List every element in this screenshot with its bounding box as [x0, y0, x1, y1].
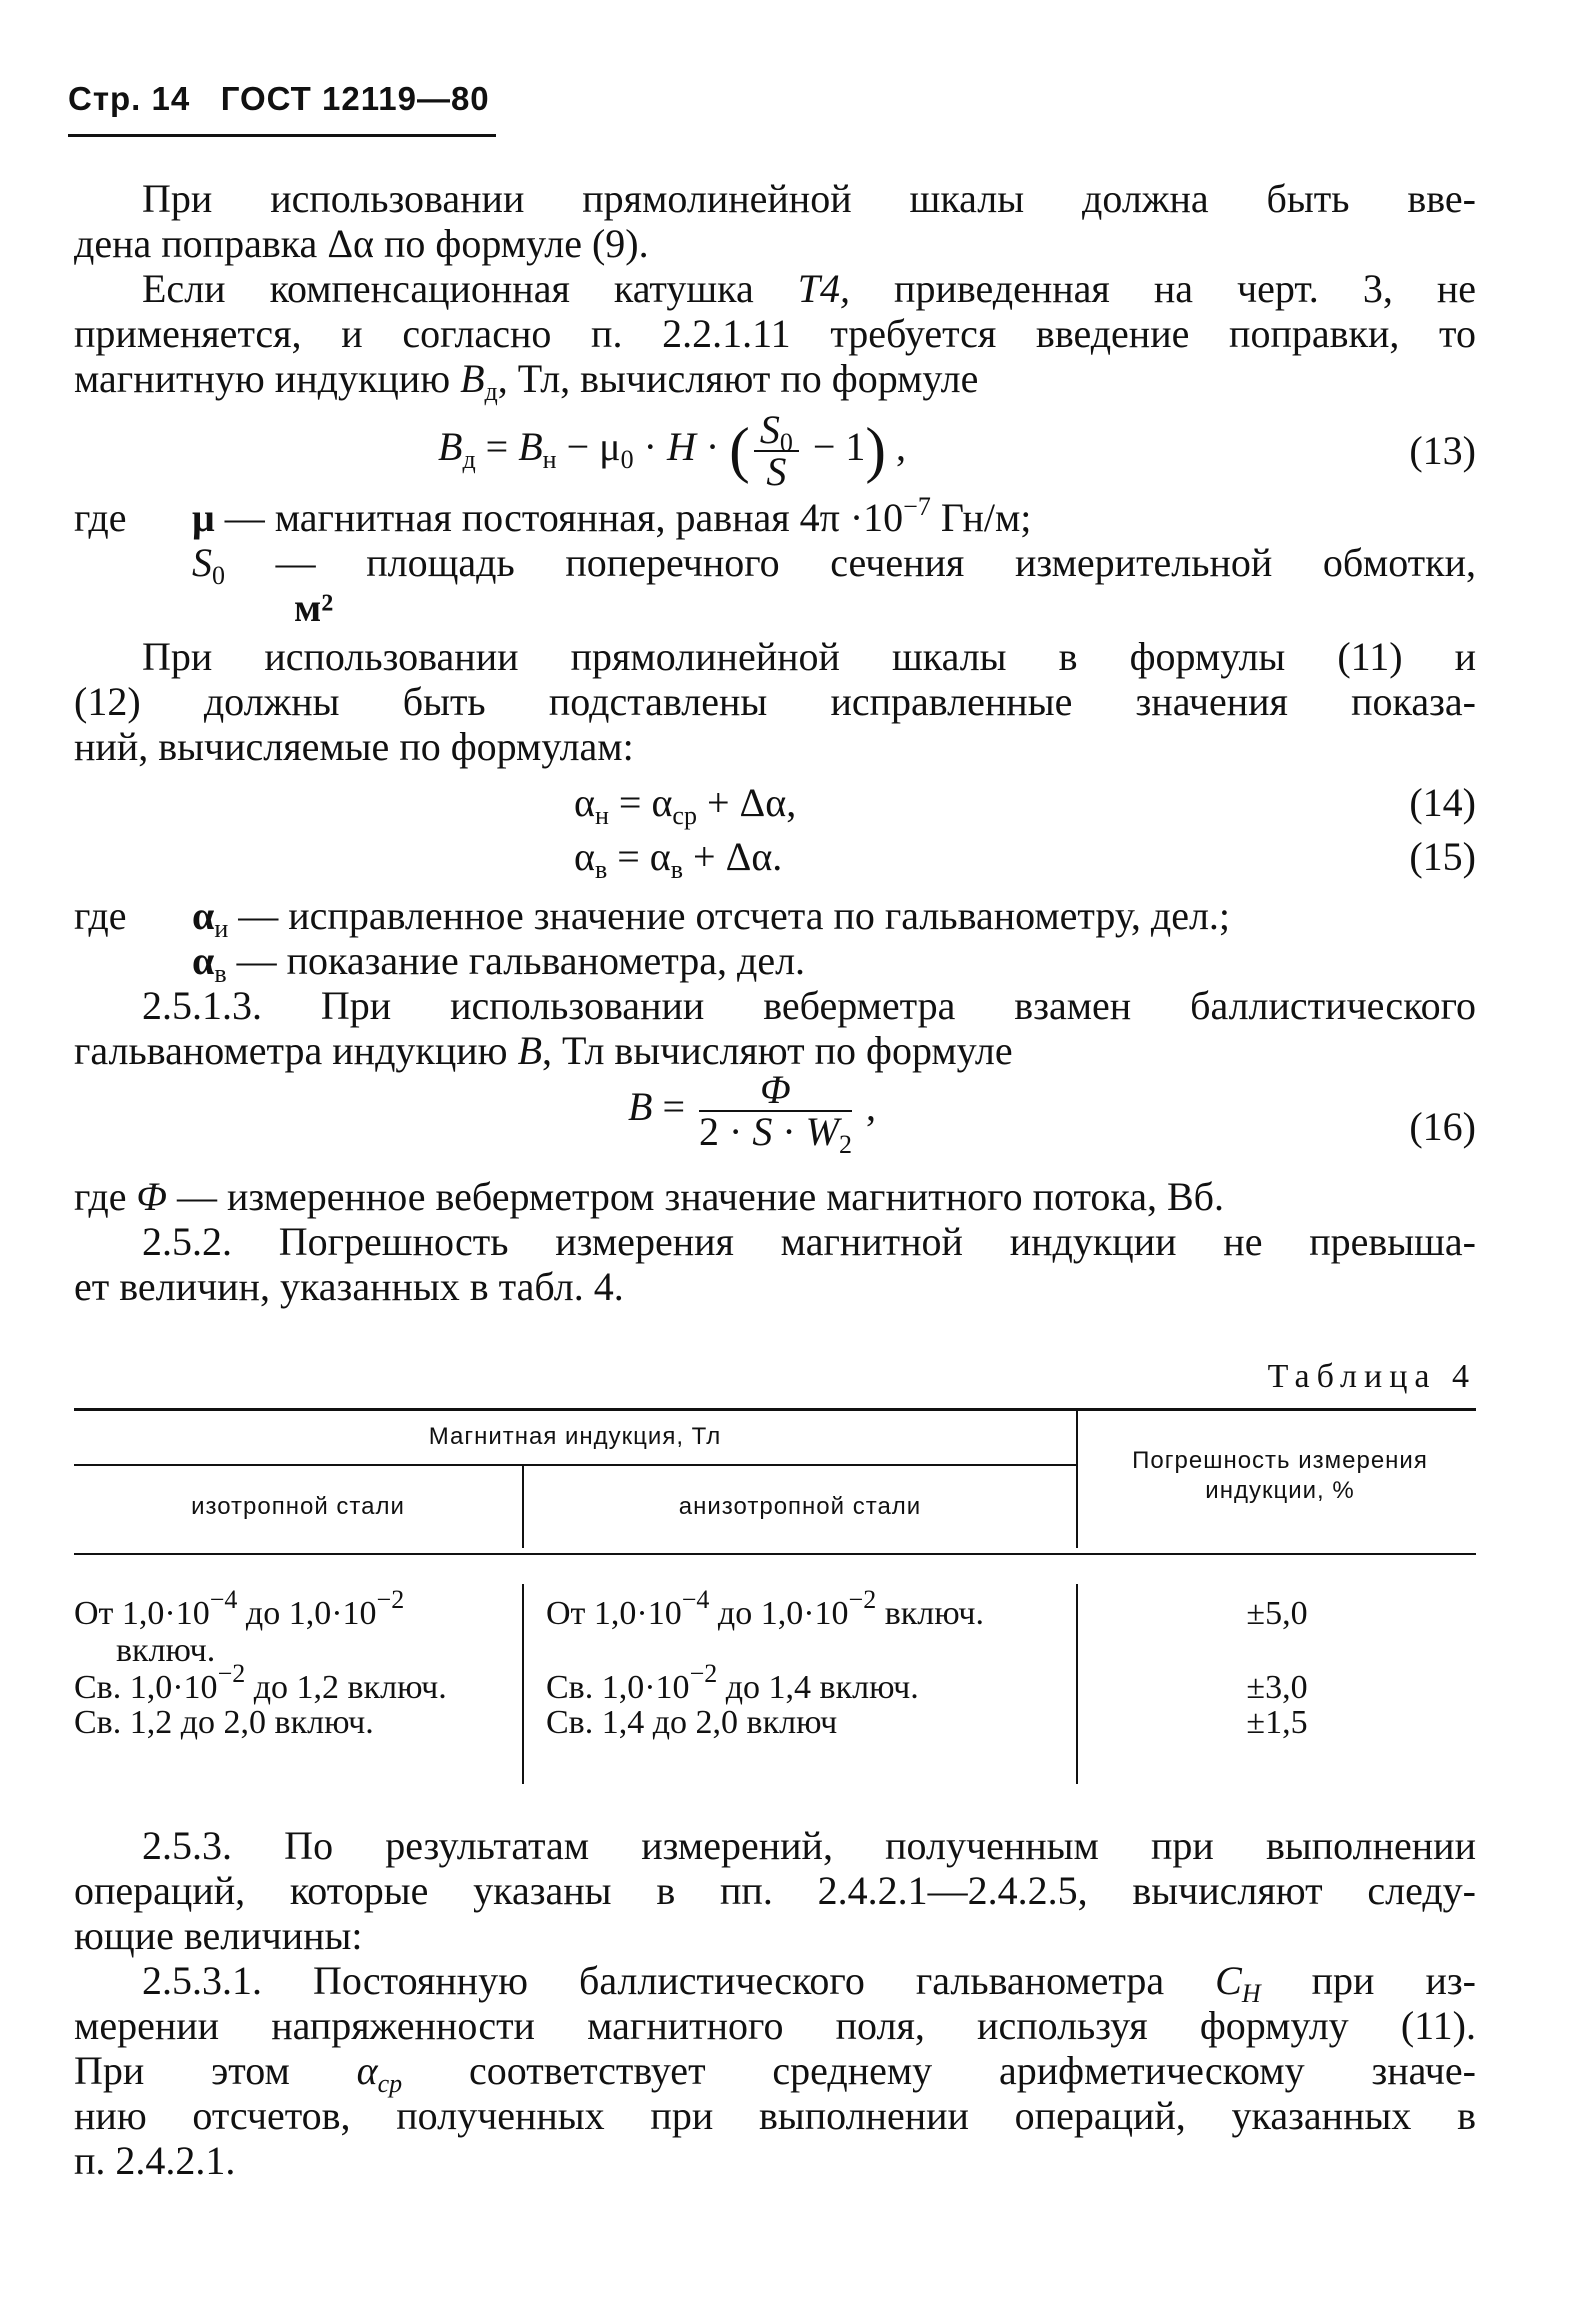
where-item: $\alpha_в$ — показание гальванометра, дел.: [192, 938, 806, 988]
table-cell: Св. $1,0\cdot 10^{-2}$ до 1,2 включ.: [74, 1659, 447, 1706]
paragraph-line: применяется, и согласно п. 2.2.1.11 требуется введение поправки, то: [74, 311, 1476, 356]
paragraph-line: ющие величины:: [74, 1913, 363, 1958]
table-cell: Св. 1,2 до 2,0 включ.: [74, 1704, 374, 1741]
paragraph-line: 2.5.3. По результатам измерений, полученным при выполнении: [142, 1823, 1476, 1868]
equation-number: (15): [1409, 834, 1476, 879]
table-cell: ±3,0: [1246, 1669, 1308, 1706]
paragraph-line: 2.5.2. Погрешность измерения магнитной индукции не превыша-: [142, 1219, 1476, 1264]
where-item: $\alpha_и$ — исправленное значение отсчета по гальванометру, дел.;: [192, 893, 1231, 943]
equation-13: $B_д = B_н - \mu_0 \cdot H$ · ( $\frac{S_0}{S}$ − 1) ,: [438, 407, 907, 494]
equation-number: (16): [1409, 1104, 1476, 1149]
table-cell: включ.: [116, 1632, 216, 1669]
table-cell: Св. $1,0\cdot 10^{-2}$ до 1,4 включ.: [546, 1659, 919, 1706]
paragraph-line: ний, вычисляемые по формулам:: [74, 724, 634, 769]
paragraph-line: нию отсчетов, полученных при выполнении операций, указанных в: [74, 2093, 1476, 2138]
where-item: $S_0$ — площадь поперечного сечения измерительной обмотки,: [192, 540, 1476, 590]
where-label: где: [74, 893, 127, 938]
page-number: Стр. 14: [68, 80, 191, 117]
equation-number: (14): [1409, 780, 1476, 825]
table-cell: ±5,0: [1246, 1595, 1308, 1632]
paragraph-line: операций, которые указаны в пп. 2.4.2.1—2.4.2.5, вычисляют следу-: [74, 1868, 1476, 1913]
header-rule: [68, 134, 496, 137]
table-cell: От $1,0\cdot 10^{-4}$ до $1,0\cdot 10^{-2}$ включ.: [546, 1585, 984, 1632]
where-item: μ — магнитная постоянная, равная $4\pi \cdot 10^{-7}$ Гн/м;: [192, 492, 1032, 540]
paragraph-line: п. 2.4.2.1.: [74, 2138, 236, 2183]
where-unit: м²: [294, 585, 334, 630]
table-header-isotropic: изотропной стали: [191, 1493, 405, 1520]
where-item: где Φ — измеренное веберметром значение магнитного потока, Вб.: [74, 1174, 1225, 1219]
table-header-error: Погрешность измерения индукции, %: [1132, 1447, 1428, 1504]
table-header-rule: [74, 1553, 1476, 1555]
equation-14: $\alpha_н = \alpha_{ср} + \Delta\alpha$,: [574, 780, 797, 830]
paragraph-line: мерении напряженности магнитного поля, используя формулу (11).: [74, 2003, 1476, 2048]
paragraph-line: Если компенсационная катушка Т4, приведенная на черт. 3, не: [142, 266, 1476, 311]
paragraph-line: При использовании прямолинейной шкалы в формулы (11) и: [142, 634, 1476, 679]
table-header-anisotropic: анизотропной стали: [678, 1493, 922, 1520]
paragraph-line: При этом $\alpha_{ср}$ соответствует среднему арифметическому значе-: [74, 2048, 1476, 2098]
paragraph-line: гальванометра индукцию B, Тл вычисляют по формуле: [74, 1028, 1013, 1073]
paragraph-line: 2.5.3.1. Постоянную баллистического гальванометра $C_H$ при из-: [142, 1958, 1476, 2008]
table-header-group: Магнитная индукция, Тл: [428, 1423, 722, 1450]
table-cell: ±1,5: [1246, 1704, 1308, 1741]
table-group-rule: [74, 1464, 1076, 1466]
equation-number: (13): [1409, 428, 1476, 473]
paragraph-line: ет величин, указанных в табл. 4.: [74, 1264, 624, 1309]
table-top-rule: [74, 1408, 1476, 1411]
paragraph-line: (12) должны быть подставлены исправленные значения показа-: [74, 679, 1476, 724]
paragraph-line: дена поправка Δα по формуле (9).: [74, 221, 649, 266]
where-label: где: [74, 495, 127, 540]
table-caption: Таблица 4: [1267, 1358, 1476, 1395]
table-divider: [522, 1584, 524, 1784]
table-cell: Св. 1,4 до 2,0 включ: [546, 1704, 838, 1741]
paragraph-line: При использовании прямолинейной шкалы должна быть вве-: [142, 176, 1476, 221]
standard-number: ГОСТ 12119—80: [220, 80, 490, 117]
table-divider: [1076, 1408, 1078, 1548]
table-cell: От $1,0\cdot 10^{-4}$ до $1,0\cdot 10^{-2}$: [74, 1585, 405, 1632]
page-header: [68, 80, 490, 118]
paragraph-line: магнитную индукцию $B_д$, Тл, вычисляют по формуле: [74, 356, 979, 406]
paragraph-line: 2.5.1.3. При использовании веберметра взамен баллистического: [142, 983, 1476, 1028]
equation-15: $\alpha_в = \alpha_в + \Delta\alpha$.: [574, 834, 783, 884]
equation-16: B = $\frac{\Phi}{2 \cdot S \cdot W_2}$ ,: [628, 1067, 876, 1159]
